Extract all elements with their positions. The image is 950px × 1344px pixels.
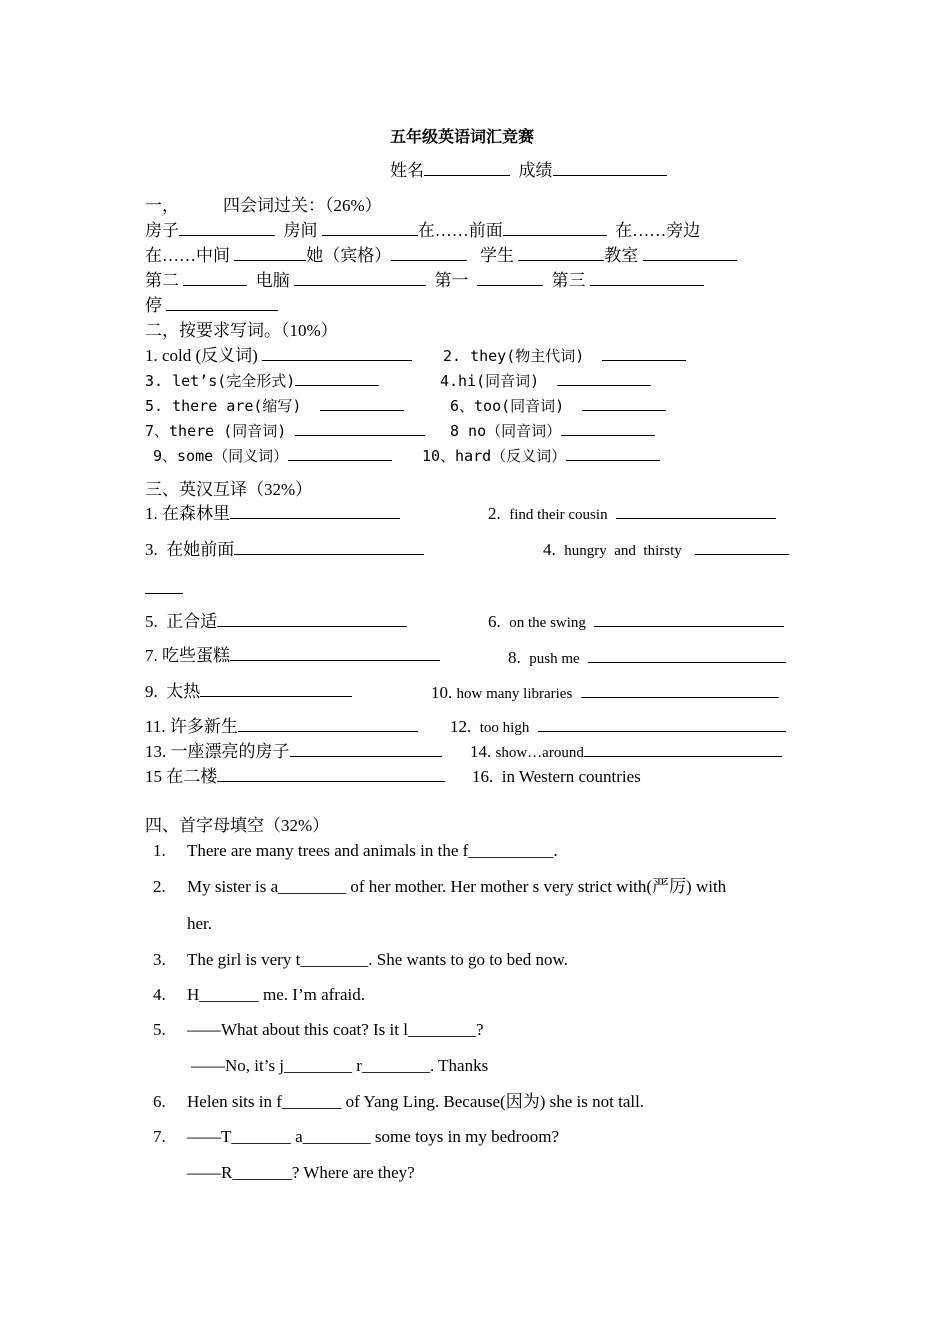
- answer-blank[interactable]: [294, 270, 426, 286]
- section1-title: 四会词过关：（26%）: [223, 196, 382, 215]
- fill-sentence-2: My sister is a________ of her mother. Her mother s very strict with(严厉) with: [187, 877, 727, 896]
- section2-row1: [145, 345, 412, 367]
- item: on the swing: [509, 615, 586, 631]
- item-number: 2.: [488, 504, 501, 523]
- fill-sentence-3: The girl is very t________. She wants to go to bed now.: [187, 950, 568, 969]
- fill-number-5: 5.: [153, 1020, 166, 1039]
- fill-sentence-7: ——T_______ a________ some toys in my bedroom?: [187, 1127, 560, 1146]
- translate-15: [145, 766, 445, 788]
- translate-9: [145, 681, 352, 703]
- section1-number: 一，: [145, 196, 179, 215]
- fill-number-7: 7.: [153, 1127, 166, 1146]
- answer-blank[interactable]: [391, 245, 467, 261]
- section1-row2: [145, 245, 737, 267]
- section2-q8: [450, 420, 655, 442]
- answer-blank[interactable]: [234, 539, 424, 555]
- section2-heading: 二，按要求写词。（10%）: [145, 321, 338, 340]
- section2-q10: [422, 445, 660, 467]
- question: 3. let’s(完全形式): [145, 372, 296, 390]
- word: 房间: [283, 221, 318, 240]
- section3-heading: 三、英汉互译（32%）: [145, 480, 313, 499]
- answer-blank[interactable]: [217, 611, 407, 627]
- word: 第一: [434, 271, 469, 290]
- section1-row1: [145, 220, 700, 242]
- word: 她（宾格）: [306, 246, 392, 265]
- item: 11. 许多新生: [145, 717, 238, 736]
- answer-blank[interactable]: [288, 445, 392, 461]
- answer-blank[interactable]: [518, 245, 604, 261]
- answer-blank[interactable]: [566, 445, 660, 461]
- item-number: 16.: [472, 767, 494, 786]
- item: 13. 一座漂亮的房子: [145, 742, 290, 761]
- answer-blank[interactable]: [295, 420, 425, 436]
- question: 8 no（同音词）: [450, 422, 562, 440]
- item: 3. 在她前面: [145, 540, 235, 559]
- fill-number-6: 6.: [153, 1092, 166, 1111]
- word: 第二: [145, 271, 179, 290]
- answer-blank[interactable]: [557, 370, 651, 386]
- item-number: 4.: [543, 540, 556, 559]
- section2-row4: [145, 420, 425, 442]
- word: 电脑: [255, 271, 290, 290]
- item-number: 8.: [508, 648, 521, 667]
- answer-blank[interactable]: [538, 716, 786, 732]
- item: 1. 在森林里: [145, 504, 230, 523]
- translate-6: [488, 611, 784, 634]
- fill-number-3: 3.: [153, 950, 166, 969]
- section2-row5: [153, 445, 392, 467]
- answer-blank[interactable]: [322, 220, 418, 236]
- item: push me: [529, 651, 580, 667]
- translate-7: [145, 645, 440, 667]
- answer-blank[interactable]: [584, 741, 782, 757]
- fill-number-4: 4.: [153, 985, 166, 1004]
- fill-sentence-7-reply: ——R_______? Where are they?: [187, 1163, 415, 1182]
- answer-blank[interactable]: [262, 345, 412, 361]
- item: find their cousin: [509, 507, 608, 523]
- translate-12: [450, 716, 786, 739]
- answer-blank[interactable]: [588, 647, 786, 663]
- item-number: 14.: [470, 742, 492, 761]
- translate-5: [145, 611, 407, 633]
- answer-blank[interactable]: [643, 245, 737, 261]
- item: 9. 太热: [145, 682, 201, 701]
- question: 5. there are(缩写): [145, 397, 302, 415]
- answer-blank-continued[interactable]: [145, 578, 183, 594]
- fill-sentence-5: ——What about this coat? Is it l________?: [187, 1020, 484, 1039]
- question: 1. cold (反义词): [145, 346, 258, 365]
- question: 2. they(物主代词): [443, 347, 585, 365]
- section2-row3: [145, 395, 404, 417]
- translate-1: [145, 503, 400, 525]
- fill-number-1: 1.: [153, 841, 166, 860]
- fill-sentence-4: H_______ me. I’m afraid.: [187, 985, 365, 1004]
- word: 学生: [480, 246, 514, 265]
- section1-row4: [145, 295, 278, 317]
- word: 停: [145, 296, 162, 315]
- item: in Western countries: [501, 767, 641, 786]
- translate-4-overflow: [145, 578, 183, 600]
- answer-blank[interactable]: [695, 539, 789, 555]
- translate-8: [508, 647, 786, 670]
- item: hungry and thirsty: [564, 543, 682, 559]
- answer-blank[interactable]: [230, 645, 440, 661]
- answer-blank[interactable]: [290, 741, 442, 757]
- answer-blank[interactable]: [477, 270, 543, 286]
- translate-10: [431, 682, 779, 705]
- question: 10、hard（反义词）: [422, 447, 567, 465]
- question: 6、too(同音词): [450, 397, 565, 415]
- item: too high: [479, 720, 530, 736]
- score-label: 成绩: [518, 161, 553, 180]
- answer-blank[interactable]: [295, 370, 379, 386]
- answer-blank[interactable]: [582, 395, 666, 411]
- translate-13: [145, 741, 442, 763]
- item-number: 6.: [488, 612, 501, 631]
- translate-4: [543, 539, 789, 562]
- translate-14: [470, 741, 782, 764]
- answer-blank[interactable]: [230, 503, 400, 519]
- section2-q6: [450, 395, 666, 417]
- fill-sentence-5-reply: ——No, it’s j________ r________. Thanks: [191, 1056, 489, 1075]
- answer-blank[interactable]: [166, 295, 278, 311]
- answer-blank[interactable]: [616, 503, 776, 519]
- section1-heading: [145, 195, 382, 217]
- item: 15 在二楼: [145, 767, 218, 786]
- word: 房子: [145, 221, 179, 240]
- answer-blank[interactable]: [602, 345, 686, 361]
- item: show…around: [495, 745, 584, 761]
- question: 7、there (同音词): [145, 422, 287, 440]
- word: 在……旁边: [615, 221, 701, 240]
- name-score-line: [390, 160, 667, 182]
- answer-blank[interactable]: [320, 395, 404, 411]
- section2-q4: [440, 370, 651, 392]
- item-number: 10.: [431, 683, 453, 702]
- translate-3: [145, 539, 424, 561]
- translate-2: [488, 503, 776, 526]
- name-label: 姓名: [390, 161, 424, 180]
- answer-blank[interactable]: [217, 766, 445, 782]
- word: 在……中间: [145, 246, 230, 265]
- section2-row2: [145, 370, 379, 392]
- item: 7. 吃些蛋糕: [145, 646, 230, 665]
- answer-blank[interactable]: [581, 682, 779, 698]
- item-number: 12.: [450, 717, 472, 736]
- score-blank[interactable]: [553, 160, 667, 176]
- word: 第三: [551, 271, 586, 290]
- page-title: 五年级英语词汇竞赛: [390, 129, 535, 146]
- answer-blank[interactable]: [183, 270, 247, 286]
- section1-row3: [145, 270, 704, 292]
- question: 4.hi(同音词): [440, 372, 540, 390]
- fill-sentence-1: There are many trees and animals in the f__________.: [187, 841, 558, 860]
- section4-heading: 四、首字母填空（32%）: [145, 816, 330, 835]
- word: 教室: [604, 246, 639, 265]
- word: 在……前面: [417, 221, 503, 240]
- translate-16: [472, 766, 641, 788]
- answer-blank[interactable]: [503, 220, 607, 236]
- answer-blank[interactable]: [590, 270, 704, 286]
- answer-blank[interactable]: [179, 220, 275, 236]
- answer-blank[interactable]: [594, 611, 784, 627]
- translate-11: [145, 716, 418, 738]
- item: 5. 正合适: [145, 612, 218, 631]
- item: how many libraries: [456, 686, 573, 702]
- answer-blank[interactable]: [561, 420, 655, 436]
- fill-sentence-2-continued: her.: [187, 914, 213, 933]
- fill-number-2: 2.: [153, 877, 166, 896]
- answer-blank[interactable]: [234, 245, 306, 261]
- section2-q2: [443, 345, 686, 367]
- name-blank[interactable]: [424, 160, 510, 176]
- answer-blank[interactable]: [238, 716, 418, 732]
- question: 9、some（同义词）: [153, 447, 289, 465]
- fill-sentence-6: Helen sits in f_______ of Yang Ling. Because(因为) she is not tall.: [187, 1092, 645, 1111]
- answer-blank[interactable]: [200, 681, 352, 697]
